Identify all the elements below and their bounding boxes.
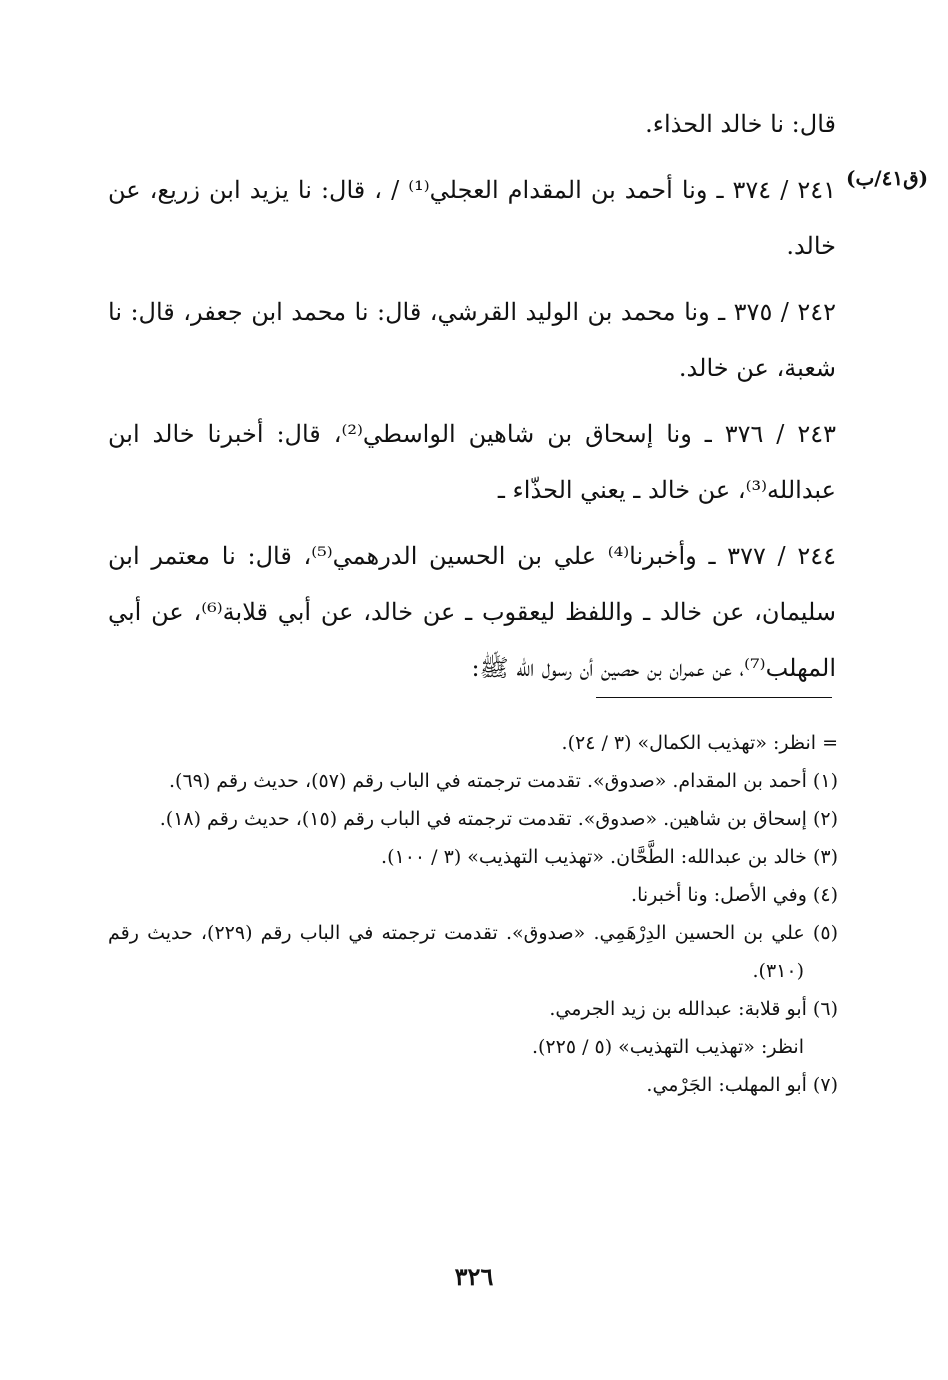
footnote-continuation: = انظر: «تهذيب الكمال» (٣ / ٢٤). [561,732,838,754]
paragraph-hadith-243: ٢٤٣ / ٣٧٦ ـ ونا إسحاق بن شاهين الواسطي⁽²⁾، قال: أخبرنا خالد ابن عبدالله⁽³⁾، عن خالد ـ يعني الحذّاء ـ [108,420,837,504]
page-number: ٣٢٦ [454,1262,494,1291]
manuscript-folio-note: (ق٤١/ب) [846,166,929,190]
footnote-3: (٣) خالد بن عبدالله: الطَّحَّان. «تهذيب التهذيب» (٣ / ١٠٠). [381,846,838,868]
paragraph-hadith-242: ٢٤٢ / ٣٧٥ ـ ونا محمد بن الوليد القرشي، قال: نا محمد ابن جعفر، قال: نا شعبة، عن خالد. [108,298,836,382]
paragraph-1: قال: نا خالد الحذاء. [645,110,836,138]
footnote-6-reference: انظر: «تهذيب التهذيب» (٥ / ٢٢٥). [531,1036,804,1058]
footnote-6: (٦) أبو قلابة: عبدالله بن زيد الجرمي. [549,998,838,1020]
paragraph-hadith-244: ٢٤٤ / ٣٧٧ ـ وأخبرنا⁽⁴⁾ علي بن الحسين الدرهمي⁽⁵⁾، قال: نا معتمر ابن سليمان، عن خالد ـ واللفظ ليعقوب ـ عن خالد، عن أبي قلابة⁽⁶⁾، عن أبي المهلب⁽⁷⁾، عن عمران بن حصين أن رسول الله ﷺ: [108,542,837,682]
footnotes [108,724,838,1104]
footnote-7: (٧) أبو المهلب: الجَرْمي. [646,1074,838,1096]
main-text [108,96,836,706]
footnote-5: (٥) علي بن الحسين الدِرْهَمِي. «صدوق». تقدمت ترجمته في الباب رقم (٢٢٩)، حديث رقم (٣١٠). [108,922,838,982]
footnote-1: (١) أحمد بن المقدام. «صدوق». تقدمت ترجمته في الباب رقم (٥٧)، حديث رقم (٦٩). [168,770,838,792]
footnote-4: (٤) وفي الأصل: ونا أخبرنا. [631,884,838,906]
footnote-divider [596,697,832,698]
footnote-2: (٢) إسحاق بن شاهين. «صدوق». تقدمت ترجمته في الباب رقم (١٥)، حديث رقم (١٨). [159,808,838,830]
paragraph-hadith-241: ٢٤١ / ٣٧٤ ـ ونا أحمد بن المقدام العجلي⁽¹⁾ / ، قال: نا يزيد ابن زريع، عن خالد. [108,176,837,260]
